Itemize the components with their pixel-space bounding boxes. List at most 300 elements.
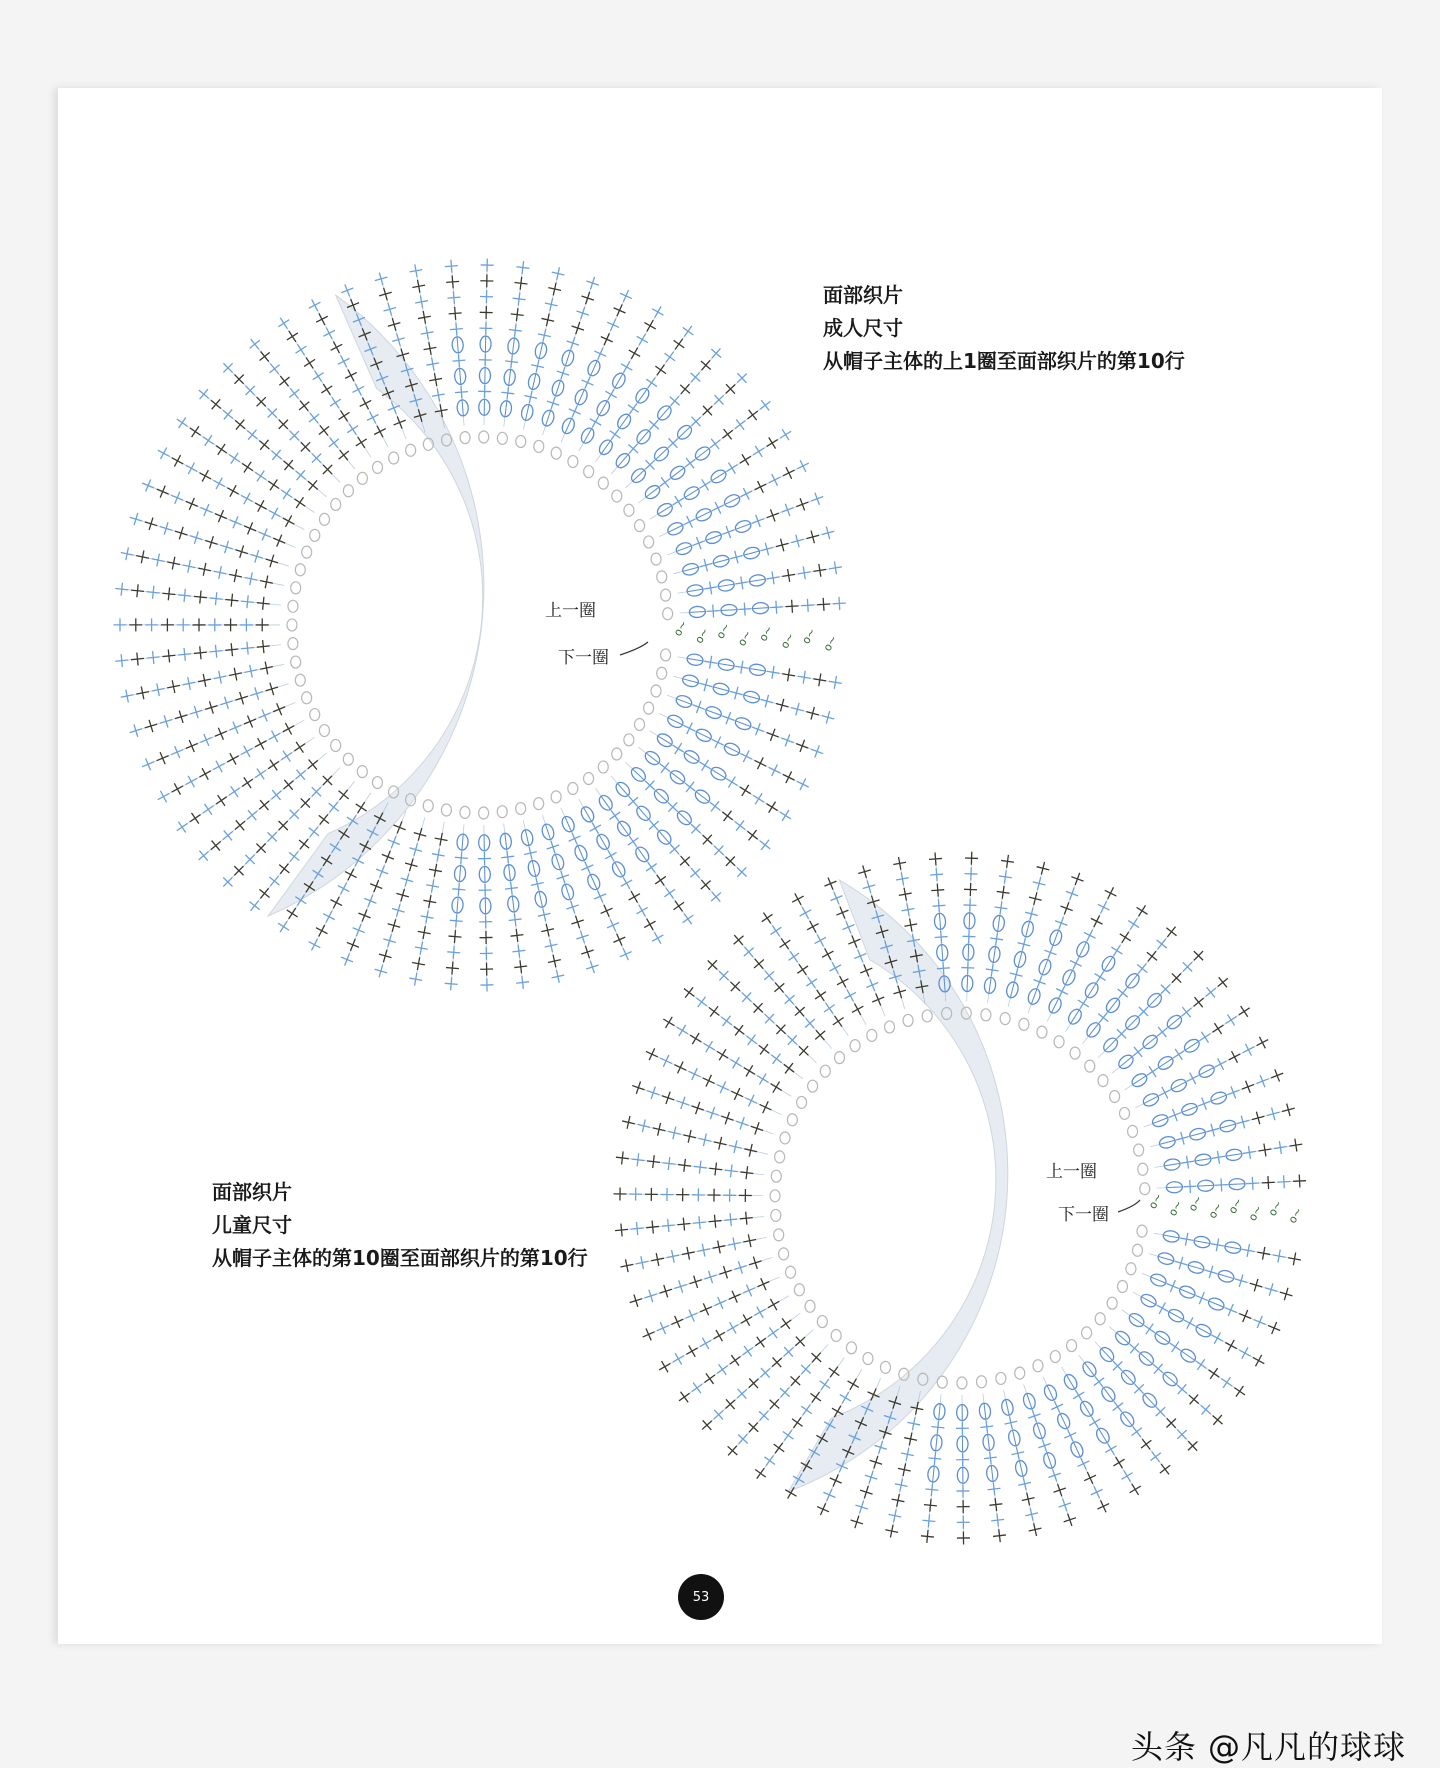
ring-stitch [497, 432, 507, 444]
stitch-mark [281, 488, 292, 499]
stitch-mark [988, 1434, 990, 1450]
stitch-mark [250, 901, 260, 911]
stitch-mark [586, 277, 598, 289]
stitch-mark [152, 554, 165, 567]
stitch-mark [655, 365, 666, 376]
stitch-mark [1137, 905, 1148, 916]
stitch-mark [791, 535, 804, 548]
stitch-mark [711, 348, 721, 358]
stitch-mark [750, 579, 766, 582]
stitch-mark [383, 934, 395, 946]
stitch-mark [255, 769, 266, 780]
stitch-mark [1137, 963, 1147, 973]
stitch-mark [1227, 1086, 1239, 1098]
stitch-mark [160, 522, 172, 534]
stitch-mark [167, 680, 180, 693]
stitch-mark [760, 1101, 772, 1113]
stitch-mark [538, 329, 551, 342]
stitch-mark [727, 1322, 738, 1333]
stitch-mark [213, 478, 224, 489]
stitch-mark [147, 586, 160, 599]
stitch-mark [1177, 1430, 1186, 1439]
stitch-mark [115, 583, 128, 596]
stitch-mark [384, 303, 396, 315]
stitch-mark [736, 524, 751, 530]
ring-stitch [1120, 1107, 1130, 1119]
stitch-mark [1051, 1401, 1063, 1413]
stitch-mark [259, 440, 269, 450]
stitch-mark [660, 763, 670, 773]
ring-stitch [287, 619, 297, 631]
stitch-mark [730, 687, 743, 700]
stitch-mark [663, 1017, 674, 1028]
stitch-mark [664, 352, 675, 363]
stitch-mark [1134, 1384, 1143, 1393]
stitch-mark [645, 1188, 658, 1201]
stitch-mark [728, 1238, 741, 1251]
stitch-mark [896, 872, 909, 885]
stitch-mark [304, 357, 315, 368]
stitch-mark [1180, 1289, 1195, 1295]
stitch-mark [572, 322, 584, 334]
ring-stitch [406, 444, 416, 456]
stitch-mark [1151, 1277, 1166, 1283]
ring-stitch [319, 725, 329, 737]
stitch-mark [576, 931, 588, 943]
ring-stitch [957, 1377, 967, 1389]
stitch-mark [717, 1049, 728, 1060]
stitch-mark [1095, 972, 1106, 983]
row-mark: o~ [821, 633, 840, 653]
stitch-mark [214, 671, 227, 684]
stitch-mark [177, 822, 188, 833]
stitch-mark [1044, 946, 1056, 958]
stitch-mark [555, 854, 560, 869]
stitch-mark [670, 396, 680, 406]
stitch-mark [610, 429, 621, 440]
ring-stitch [903, 1014, 913, 1026]
stitch-mark [514, 277, 527, 290]
stitch-mark [260, 576, 273, 589]
stitch-mark [225, 643, 238, 656]
stitch-mark [935, 931, 948, 944]
stitch-mark [418, 926, 431, 939]
stitch-mark [729, 1291, 741, 1303]
stitch-mark [792, 1417, 803, 1428]
stitch-mark [721, 610, 737, 611]
stitch-mark [370, 880, 382, 892]
stitch-mark [851, 1516, 863, 1528]
stitch-mark [445, 260, 458, 273]
stitch-mark [245, 572, 258, 585]
stitch-mark [241, 746, 252, 757]
stitch-mark [748, 410, 758, 420]
stitch-mark [1130, 1484, 1141, 1495]
stitch-mark [615, 1224, 628, 1237]
stitch-mark [421, 911, 434, 924]
stitch-mark [652, 932, 663, 943]
stitch-mark [329, 438, 339, 448]
stitch-mark [516, 261, 529, 274]
stitch-mark [266, 683, 278, 695]
stitch-mark [1019, 1461, 1023, 1477]
stitch-mark [622, 1116, 635, 1129]
stitch-mark [1022, 1493, 1035, 1506]
stitch-mark [1166, 1187, 1182, 1188]
stitch-mark [203, 435, 214, 446]
ring-stitch [302, 546, 312, 558]
stitch-mark [718, 584, 734, 587]
stitch-mark [734, 935, 744, 945]
ring-stitch [657, 667, 667, 679]
stitch-mark [788, 951, 799, 962]
stitch-mark [121, 690, 134, 703]
stitch-mark [505, 882, 518, 895]
stitch-mark [186, 740, 198, 752]
stitch-mark [924, 1499, 937, 1512]
stitch-mark [668, 438, 677, 447]
stitch-mark [210, 592, 223, 605]
stitch-mark [713, 1241, 726, 1254]
stitch-mark [1084, 929, 1096, 941]
stitch-mark [268, 760, 279, 771]
stitch-mark [547, 397, 559, 409]
ring-stitch [584, 772, 594, 784]
stitch-mark [614, 1187, 627, 1200]
stitch-mark [552, 970, 565, 983]
stitch-mark [717, 1364, 728, 1375]
stitch-mark [745, 1095, 757, 1107]
stitch-mark [829, 1367, 840, 1378]
stitch-mark [755, 481, 767, 493]
stitch-mark [268, 408, 277, 417]
stitch-mark [1113, 1361, 1122, 1370]
stitch-mark [692, 1383, 703, 1394]
stitch-mark [278, 921, 289, 932]
stitch-mark [957, 1484, 970, 1497]
stitch-mark [680, 384, 690, 394]
stitch-mark [1242, 1081, 1254, 1093]
stitch-mark [829, 676, 842, 689]
stitch-mark [925, 1483, 938, 1496]
stitch-mark [1190, 1132, 1205, 1136]
stitch-mark [613, 934, 625, 946]
ring-stitch [863, 1352, 873, 1364]
stitch-mark [415, 295, 428, 308]
stitch-mark [1037, 1423, 1042, 1438]
stitch-mark [657, 1322, 669, 1334]
stitch-mark [780, 1388, 790, 1398]
ring-stitch [794, 1284, 804, 1296]
ring-stitch [1015, 1367, 1025, 1379]
stitch-mark [997, 886, 1010, 899]
stitch-mark [742, 992, 751, 1001]
stitch-mark [933, 1466, 935, 1482]
stitch-mark [256, 843, 265, 852]
stitch-mark [1033, 877, 1046, 890]
stitch-mark [738, 1434, 748, 1444]
stitch-mark [1141, 1439, 1151, 1449]
stitch-mark [646, 1048, 658, 1060]
stitch-mark [1194, 1241, 1210, 1244]
stitch-mark [447, 291, 460, 304]
stitch-mark [1130, 1343, 1140, 1353]
stitch-mark [266, 555, 278, 567]
stitch-mark [215, 510, 227, 522]
stitch-mark [299, 401, 309, 411]
stitch-mark [1113, 1457, 1124, 1468]
stitch-mark [1105, 887, 1117, 899]
stitch-mark [546, 411, 551, 426]
stitch-mark [829, 561, 842, 574]
stitch-mark [245, 665, 258, 678]
stitch-mark [513, 292, 526, 305]
stitch-mark [301, 442, 310, 451]
stitch-mark [782, 668, 795, 681]
stitch-mark [989, 978, 991, 994]
stitch-mark [480, 290, 493, 303]
stitch-mark [147, 651, 160, 664]
stitch-mark [740, 1166, 753, 1179]
stitch-mark [702, 1420, 712, 1430]
stitch-mark [352, 384, 364, 396]
stitch-mark [740, 1212, 753, 1225]
face-panel-shading [788, 880, 1007, 1491]
stitch-mark [1042, 960, 1048, 975]
stitch-mark [858, 865, 870, 877]
stitch-mark [1177, 1384, 1187, 1394]
ring-stitch [808, 1080, 818, 1092]
stitch-mark [726, 463, 737, 474]
stitch-mark [616, 1151, 629, 1164]
stitch-mark [1013, 1430, 1017, 1446]
stitch-mark [767, 802, 778, 813]
stitch-mark [177, 618, 190, 631]
stitch-mark [1274, 1141, 1287, 1154]
stitch-mark [516, 976, 529, 989]
stitch-mark [319, 425, 329, 435]
stitch-mark [171, 492, 183, 504]
stitch-mark [768, 1328, 779, 1339]
ring-stitch [771, 1209, 781, 1221]
stitch-mark [998, 915, 1000, 931]
stitch-mark [708, 1189, 721, 1202]
stitch-mark [706, 1107, 718, 1119]
stitch-mark [759, 1411, 769, 1421]
stitch-mark [323, 911, 335, 923]
stitch-mark [964, 883, 977, 896]
stitch-mark [257, 597, 270, 610]
ring-stitch [651, 553, 661, 565]
stitch-mark [690, 1033, 701, 1044]
stitch-mark [450, 323, 463, 336]
stitch-mark [805, 1018, 815, 1028]
stitch-mark [684, 722, 696, 734]
ring-stitch [295, 564, 305, 576]
stitch-mark [704, 1373, 715, 1384]
stitch-mark [186, 498, 198, 510]
stitch-mark [566, 901, 578, 913]
stitch-mark [770, 601, 783, 614]
stitch-mark [1194, 997, 1204, 1007]
stitch-mark [388, 836, 400, 848]
ring-stitch [661, 589, 671, 601]
stitch-mark [801, 1364, 811, 1374]
row-mark: o~ [714, 621, 733, 641]
stitch-mark [255, 471, 266, 482]
ring-stitch [288, 600, 298, 612]
stitch-mark [426, 358, 439, 371]
stitch-mark [963, 899, 976, 912]
stitch-mark [241, 642, 254, 655]
stitch-mark [677, 1025, 688, 1036]
stitch-mark [1113, 1402, 1123, 1412]
stitch-mark [1213, 1023, 1224, 1034]
stitch-mark [524, 847, 537, 860]
stitch-mark [730, 551, 743, 564]
stitch-mark [743, 1284, 755, 1296]
stitch-mark [674, 1280, 686, 1292]
ring-stitch [1067, 1340, 1077, 1352]
stitch-mark [1229, 1051, 1241, 1063]
stitch-mark [730, 1057, 741, 1068]
stitch-mark [223, 830, 233, 840]
stitch-mark [412, 280, 425, 293]
stitch-mark [1161, 985, 1170, 994]
stitch-mark [1132, 1427, 1142, 1437]
stitch-mark [614, 304, 626, 316]
stitch-mark [392, 333, 404, 345]
stitch-mark [1011, 1447, 1024, 1460]
stitch-mark [205, 701, 217, 713]
stitch-mark [289, 851, 299, 861]
ring-stitch [423, 800, 433, 812]
stitch-mark [565, 884, 570, 899]
stitch-mark [929, 852, 942, 865]
stitch-mark [885, 1525, 898, 1538]
stitch-mark [1243, 1044, 1255, 1056]
stitch-mark [780, 810, 791, 821]
stitch-mark [755, 757, 767, 769]
stitch-mark [1209, 1301, 1224, 1307]
stitch-mark [1188, 1441, 1197, 1450]
stitch-mark [736, 1117, 748, 1129]
stitch-mark [980, 1420, 993, 1433]
stitch-mark [1211, 1238, 1224, 1251]
stitch-mark [1064, 1429, 1076, 1441]
stitch-mark [691, 824, 700, 833]
stitch-mark [531, 360, 544, 373]
stitch-mark [691, 372, 701, 382]
stitch-mark [394, 417, 406, 429]
stitch-mark [753, 1003, 762, 1012]
stitch-mark [752, 723, 764, 735]
ring-stitch [644, 702, 654, 714]
stitch-mark [1243, 1146, 1256, 1159]
stitch-mark [1029, 1523, 1042, 1536]
stitch-mark [278, 318, 289, 329]
stitch-mark [1258, 1144, 1271, 1157]
stitch-mark [345, 869, 357, 881]
stitch-mark [452, 883, 465, 896]
stitch-mark [548, 283, 561, 296]
stitch-mark [754, 959, 764, 969]
stitch-mark [899, 888, 912, 901]
stitch-mark [501, 851, 514, 864]
stitch-mark [1147, 951, 1157, 961]
ring-stitch [867, 1029, 877, 1041]
stitch-mark [294, 742, 305, 753]
stitch-mark [860, 1486, 872, 1498]
stitch-mark [321, 384, 332, 395]
stitch-mark [229, 668, 242, 681]
stitch-mark [709, 1006, 719, 1016]
stitch-mark [749, 1257, 761, 1269]
stitch-mark [273, 703, 285, 715]
stitch-mark [689, 1276, 701, 1288]
ring-stitch [310, 529, 320, 541]
stitch-mark [259, 888, 269, 898]
stitch-mark [797, 460, 809, 472]
ring-stitch [331, 739, 341, 751]
stitch-mark [269, 364, 279, 374]
stitch-mark [323, 328, 335, 340]
stitch-mark [199, 768, 210, 779]
ring-stitch [302, 692, 312, 704]
stitch-mark [771, 1054, 781, 1064]
stitch-mark [183, 677, 196, 690]
stitch-mark [697, 1244, 710, 1257]
stitch-mark [1184, 1317, 1195, 1328]
stitch-mark [965, 867, 978, 880]
stitch-mark [743, 1346, 754, 1357]
stitch-mark [565, 817, 571, 832]
stitch-mark [801, 1405, 812, 1416]
stitch-mark [1181, 1156, 1194, 1169]
row-mark: o~ [1166, 1198, 1185, 1218]
stitch-mark [1056, 986, 1068, 998]
stitch-mark [686, 1310, 698, 1322]
stitch-mark [481, 259, 494, 272]
stitch-mark [1257, 1037, 1269, 1049]
stitch-mark [405, 859, 417, 871]
ring-stitch [981, 1009, 991, 1021]
ring-stitch [389, 452, 399, 464]
ring-stitch [805, 1300, 815, 1312]
stitch-mark [136, 687, 149, 700]
stitch-mark [229, 786, 240, 797]
stitch-mark [259, 528, 271, 540]
stitch-mark [673, 901, 684, 912]
stitch-mark [312, 454, 321, 463]
child-lower-round-label: 下一圈 [1058, 1200, 1109, 1225]
stitch-mark [198, 674, 211, 687]
stitch-mark [1027, 1394, 1032, 1409]
ring-stitch [1050, 1351, 1060, 1363]
stitch-mark [749, 1423, 759, 1433]
stitch-mark [1133, 1047, 1143, 1057]
stitch-mark [628, 403, 639, 414]
stitch-mark [375, 273, 387, 285]
stitch-mark [769, 474, 781, 486]
stitch-mark [557, 871, 569, 883]
stitch-mark [889, 1509, 902, 1522]
stitch-mark [939, 913, 940, 929]
stitch-mark [830, 892, 842, 904]
stitch-mark [446, 962, 459, 975]
stitch-mark [339, 410, 350, 421]
stitch-mark [1073, 1390, 1084, 1401]
